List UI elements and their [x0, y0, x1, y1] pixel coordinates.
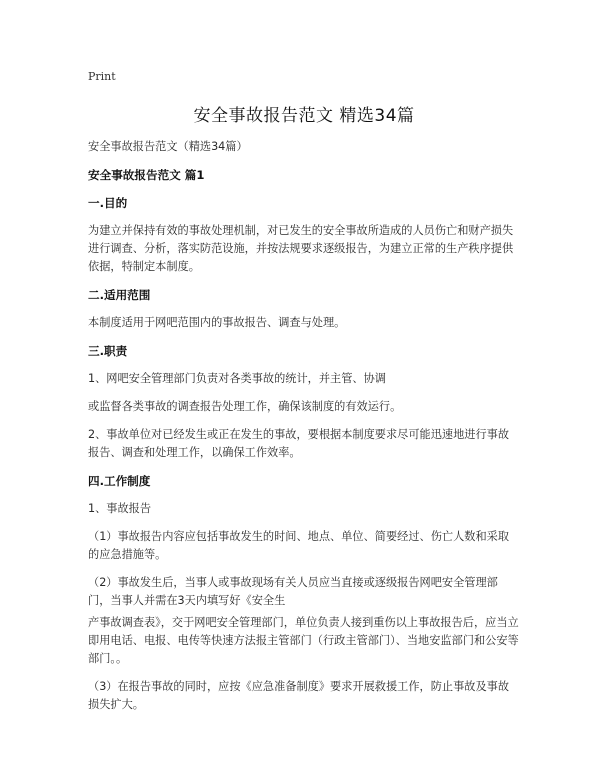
- heading-scope: 二.适用范围: [88, 288, 151, 302]
- document-page: [88, 70, 520, 724]
- paragraph-report: 1、事故报告: [88, 502, 152, 515]
- subtitle: 安全事故报告范文（精选34篇）: [88, 140, 248, 153]
- paragraph-report-3: （3）在报告事故的同时，应按《应急准备制度》要求开展救援工作，防止事故及事故损失扩大。: [88, 680, 510, 711]
- paragraph-report-1: （1）事故报告内容应包括事故发生的时间、地点、单位、简要经过、伤亡人数和采取的应急措施等。: [88, 530, 510, 561]
- heading-work-system: 四.工作制度: [88, 474, 151, 488]
- paragraph-report-2a: （2）事故发生后，当事人或事故现场有关人员应当直接或逐级报告网吧安全管理部门，当事人并需在3天内填写好《安全生: [88, 576, 498, 607]
- paragraph-purpose: 为建立并保持有效的事故处理机制，对已发生的安全事故所造成的人员伤亡和财产损失进行调查、分析，落实防范设施，并按法规要求逐级报告，为建立正常的生产秩序提供依据，特制定本制度。: [88, 224, 514, 273]
- print-label: Print: [88, 70, 116, 83]
- heading-duty: 三.职责: [88, 344, 128, 358]
- paragraph-duty-1a: 1、网吧安全管理部门负责对各类事故的统计，并主管、协调: [88, 372, 386, 385]
- paragraph-duty-1b: 或监督各类事故的调查报告处理工作，确保该制度的有效运行。: [88, 400, 402, 413]
- section-title: 安全事故报告范文 篇1: [88, 168, 205, 182]
- page-title: 安全事故报告范文 精选34篇: [193, 106, 415, 126]
- paragraph-duty-2: 2、事故单位对已经发生或正在发生的事故，要根据本制度要求尽可能迅速地进行事故报告、调查和处理工作，以确保工作效率。: [88, 428, 510, 459]
- paragraph-report-2b: 产事故调查表》，交于网吧安全管理部门，单位负责人接到重伤以上事故报告后，应当立即用电话、电报、电传等快速方法报主管部门（行政主管部门）、当地安监部门和公安等部门。。: [88, 616, 519, 665]
- heading-purpose: 一.目的: [88, 196, 128, 210]
- paragraph-scope: 本制度适用于网吧范围内的事故报告、调查与处理。: [88, 316, 346, 329]
